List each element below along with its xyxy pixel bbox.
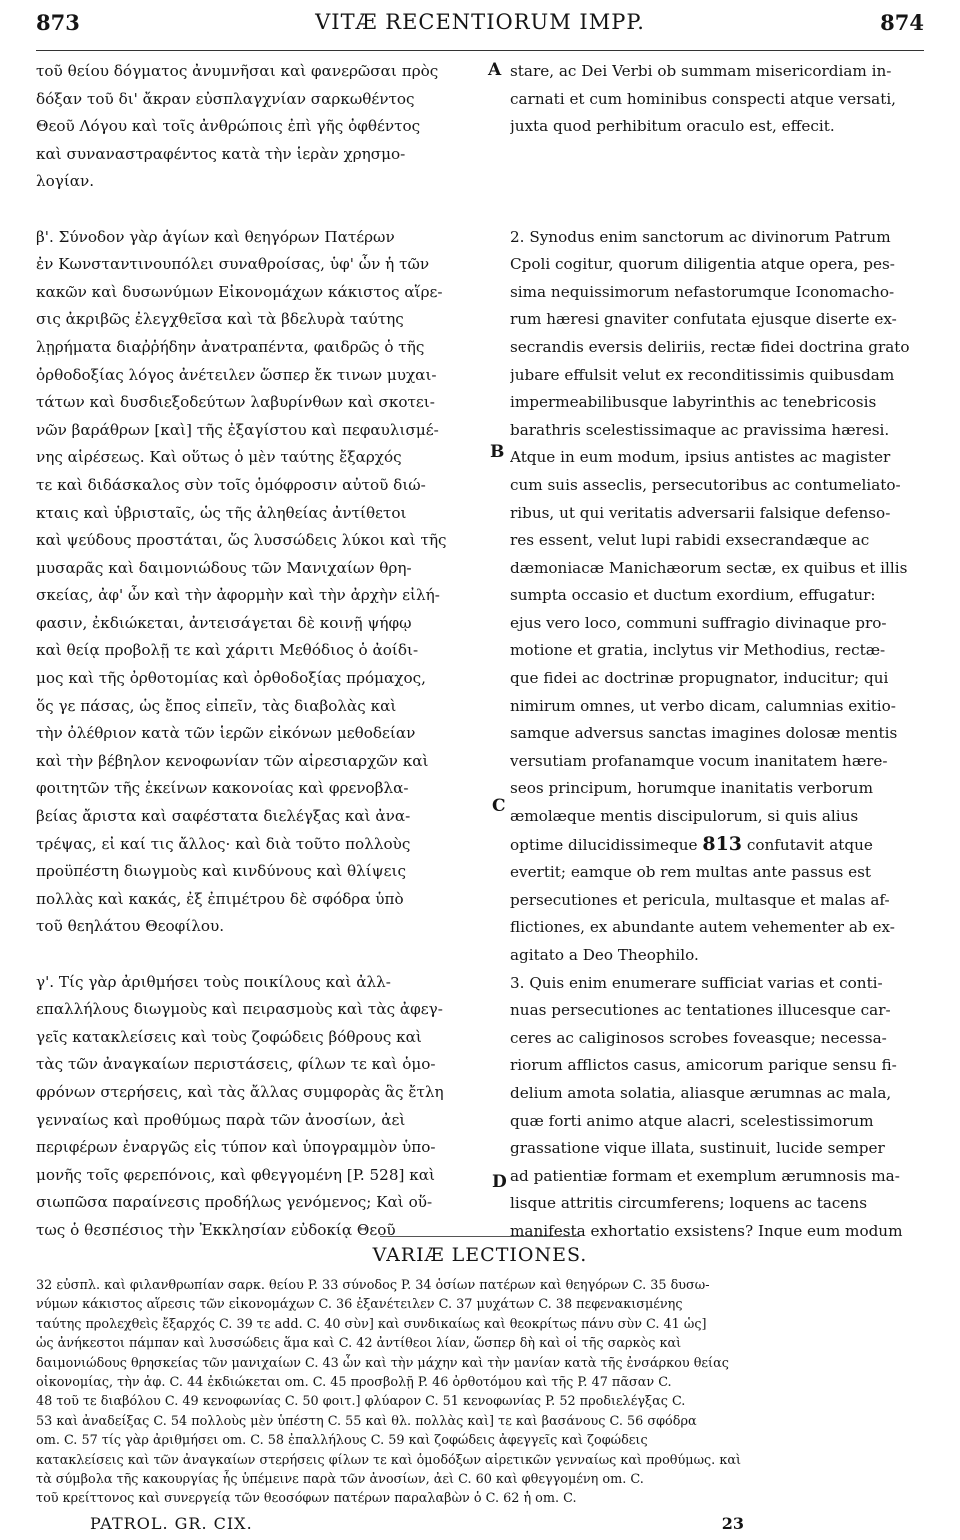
latin-text-line: que fidei ac doctrinæ propugnator, inducitur; qui bbox=[510, 669, 889, 688]
greek-text-line: κακῶν καὶ δυσωνύμων Εἰκονομάχων κάκιστος αἵρε- bbox=[36, 282, 443, 301]
greek-text-line: σιωπῶσα παραίνεσις προδήλως γενόμενος; Καὶ οὕ- bbox=[36, 1193, 433, 1212]
latin-text-line: agitato a Deo Theophilo. bbox=[510, 946, 699, 964]
latin-text-line: Cpoli cogitur, quorum diligentia atque opera, pes- bbox=[510, 255, 895, 274]
greek-text-line: καὶ θείᾳ προβολῇ τε καὶ χάριτι Μεθόδιος ὁ ἀοίδι- bbox=[36, 641, 419, 660]
greek-text-line: περιφέρων ἐναργῶς εἰς τύπον καὶ ὑπογραμμὸν ὑπο- bbox=[36, 1138, 436, 1157]
variant-line: ταύτης προλεχθεὶς ἔξαρχός C. 39 τε add. C. 40 σὺν] καὶ συνδικαίως καὶ θεοκρίτως πάνυ σὺν C. 41 ὡς] bbox=[36, 1316, 707, 1332]
latin-text-line bbox=[510, 141, 920, 169]
inline-page-number: 813 bbox=[702, 832, 743, 855]
greek-text-line: καὶ ψεύδους προστάται, ὥς λυσσώδεις λύκοι καὶ τῆς bbox=[36, 531, 447, 550]
latin-text-line: æmolæque mentis discipulorum, si quis alius bbox=[510, 807, 859, 826]
greek-text-line: καὶ τὴν βέβηλον κενοφωνίαν τῶν αἱρεσιαρχῶν καὶ bbox=[36, 751, 429, 770]
greek-text-line: λῃρήματα διαῤῥήδην ἀνατραπέντα, φαιδρῶς ὁ τῆς bbox=[36, 337, 425, 356]
variant-line: τοῦ κρείττονος καὶ συνεργείᾳ τῶν θεοσόφων πατέρων παραλαβὼν ὁ C. 62 ἡ om. C. bbox=[36, 1491, 577, 1507]
latin-text-line bbox=[510, 168, 920, 196]
footer-signature: PATROL. GR. CIX. bbox=[90, 1514, 253, 1533]
latin-text-line: flictiones, ex abundante autem vehementer ab ex- bbox=[510, 918, 895, 937]
margin-letter-d: D bbox=[492, 1172, 507, 1192]
greek-text-line: γενναίως καὶ προθύμως παρὰ τῶν ἀνοσίων, ἀεὶ bbox=[36, 1110, 406, 1129]
greek-text-line: τὴν ὀλέθριον κατὰ τῶν ἱερῶν εἰκόνων μεθοδείαν bbox=[36, 724, 416, 743]
latin-text-line: 2. Synodus enim sanctorum ac divinorum Patrum bbox=[510, 227, 891, 246]
latin-text-line: samque adversus sanctas imagines dolosæ mentis bbox=[510, 724, 898, 743]
greek-text-line: σκείας, ἀφ' ὧν καὶ τὴν ἀφορμὴν καὶ τὴν ἀρχὴν εἰλή- bbox=[36, 586, 440, 605]
latin-text-line: quæ forti animo atque alacri, scelestissimorum bbox=[510, 1111, 874, 1130]
greek-text-line: δόξαν τοῦ δι' ἄκραν εὐσπλαγχνίαν σαρκωθέντος bbox=[36, 89, 415, 108]
greek-text-line: ἐν Κωνσταντινουπόλει συναθροίσας, ὑφ' ὧν ἡ τῶν bbox=[36, 255, 430, 274]
latin-text-line: sumpta occasio et ductum exordium, effugatur: bbox=[510, 586, 876, 605]
latin-text-line: ejus vero loco, communi suffragio divinaque pro- bbox=[510, 613, 887, 632]
latin-text-line: ad patientiæ formam et exemplum ærumnosis ma- bbox=[510, 1166, 900, 1185]
latin-text-line: cum suis asseclis, persecutoribus ac contumeliato- bbox=[510, 475, 901, 494]
latin-text-line: motione et gratia, inclytus vir Methodius, rectæ- bbox=[510, 641, 886, 660]
latin-text-line: juxta quod perhibitum oraculo est, effecit. bbox=[510, 117, 835, 136]
latin-text-line: barathris scelestissimaque ac pravissima hæresi. bbox=[510, 420, 890, 439]
latin-text-line: dæmoniacæ Manichæorum sectæ, ex quibus et illis bbox=[510, 558, 908, 577]
greek-text-line bbox=[36, 196, 486, 224]
greek-text-line: φρόνων στερήσεις, καὶ τὰς ἄλλας συμφορὰς ἃς ἔτλη bbox=[36, 1082, 444, 1101]
latin-text-line: manifesta exhortatio exsistens? Inque eum modum bbox=[510, 1221, 903, 1238]
latin-text-line: optime dilucidissimeque 813 confutavit atque bbox=[510, 832, 873, 855]
footer-gathering: 23 bbox=[721, 1514, 744, 1533]
variants-title: VARIÆ LECTIONES. bbox=[372, 1244, 588, 1266]
greek-text-line: προϋπέστη διωγμοὺς καὶ κινδύνους καὶ θλίψεις bbox=[36, 862, 406, 881]
latin-text-line: nuas persecutiones ac tentationes illucesque car- bbox=[510, 1001, 891, 1020]
latin-text-line: jubare effulsit velut ex reconditissimis quibusdam bbox=[510, 365, 895, 384]
latin-text-line bbox=[510, 196, 920, 224]
greek-column bbox=[36, 58, 486, 1238]
greek-text-line: φοιτητῶν τῆς ἐκείνων κακονοίας καὶ φρενοβλα- bbox=[36, 779, 409, 798]
running-header bbox=[36, 10, 924, 50]
greek-text-line: μονῆς τοῖς φερεπόνοις, καὶ φθεγγομένη [P. 528] καὶ bbox=[36, 1165, 435, 1184]
latin-text-line: delium amota solatia, aliasque ærumnas ac mala, bbox=[510, 1083, 892, 1102]
greek-text-line: τε καὶ διδάσκαλος σὺν τοῖς ὁμόφροσιν αὐτοῦ διώ- bbox=[36, 475, 426, 494]
latin-text-line: secrandis eversis deliriis, rectæ fidei doctrina grato bbox=[510, 337, 910, 356]
latin-text-line: impermeabilibusque labyrinthis ac tenebricosis bbox=[510, 393, 877, 412]
greek-text-line: πολλὰς καὶ κακάς, ἐξ ἐπιμέτρου δὲ σφόδρα ὑπὸ bbox=[36, 889, 404, 908]
latin-text-line: carnati et cum hominibus conspecti atque versati, bbox=[510, 89, 896, 108]
latin-text-line: evertit; eamque ob rem multas ante passus est bbox=[510, 863, 871, 882]
page-footer bbox=[36, 1514, 924, 1536]
latin-text-line: 3. Quis enim enumerare sufficiat varias et conti- bbox=[510, 973, 883, 992]
latin-text-line: grassatione vique illata, sustinuit, lucide semper bbox=[510, 1139, 885, 1158]
greek-text-line: κταις καὶ ὑβρισταῖς, ὡς τῆς ἀληθείας ἀντίθετοι bbox=[36, 503, 407, 522]
latin-text-line: Atque in eum modum, ipsius antistes ac magister bbox=[510, 448, 891, 467]
greek-text-line: Θεοῦ Λόγου καὶ τοῖς ἀνθρώποις ἐπὶ γῆς ὀφθέντος bbox=[36, 117, 421, 136]
running-title: VITÆ RECENTIORUM IMPP. bbox=[315, 10, 645, 34]
latin-text-line: sima nequissimorum nefastorumque Iconomacho- bbox=[510, 282, 895, 301]
greek-text-line: ὀρθοδοξίας λόγος ἀνέτειλεν ὥσπερ ἔκ τινων μυχαι- bbox=[36, 365, 437, 384]
variant-line: οἰκονομίας, τὴν ἀφ. C. 44 ἐκδιώκεται om. C. 45 προσβολῇ P. 46 ὀρθοτόμου καὶ τῆς P. 47 πᾶσαν C. bbox=[36, 1375, 672, 1391]
margin-letter-a: A bbox=[488, 60, 502, 80]
greek-text-line: γ'. Τίς γὰρ ἀριθμήσει τοὺς ποικίλους καὶ ἀλλ- bbox=[36, 972, 391, 991]
greek-text-line: τρέψας, εἰ καί τις ἄλλος· καὶ διὰ τοῦτο πολλοὺς bbox=[36, 834, 411, 853]
variant-line: 32 εὐσπλ. καὶ φιλανθρωπίαν σαρκ. θείου P. 33 σύνοδος P. 34 ὁσίων πατέρων καὶ θεηγόρων C. 35 δυσω- bbox=[36, 1278, 710, 1293]
greek-text-line: μος καὶ τῆς ὀρθοτομίας καὶ ὀρθοδοξίας πρόμαχος, bbox=[36, 669, 426, 688]
latin-text-line: rum hæresi gnaviter confutata ejusque diserte ex- bbox=[510, 310, 897, 329]
margin-letter-c: C bbox=[492, 796, 506, 816]
greek-text-line: τὰς τῶν ἀναγκαίων περιστάσεις, φίλων τε καὶ ὁμο- bbox=[36, 1055, 436, 1074]
variants-rule bbox=[380, 1236, 580, 1237]
latin-text-line: nimirum omnes, ut verbo dicam, calumnias exitio- bbox=[510, 696, 896, 715]
greek-text-line: καὶ συναναστραφέντος κατὰ τὴν ἱερὰν χρησμο- bbox=[36, 144, 406, 163]
greek-text-line: μυσαρᾶς καὶ δαιμονιώδους τῶν Μανιχαίων θρη- bbox=[36, 558, 412, 577]
greek-text-line: επαλλήλους διωγμοὺς καὶ πειρασμοὺς καὶ τὰς ἀφεγ- bbox=[36, 1000, 443, 1019]
greek-text-line: γεῖς κατακλείσεις καὶ τοὺς ζοφώδεις βόθρους καὶ bbox=[36, 1027, 422, 1046]
column-number-left: 873 bbox=[36, 10, 80, 35]
variant-line: δαιμονιώδους θρησκείας τῶν μανιχαίων C. 43 ὧν καὶ τὴν μάχην καὶ τὴν μανίαν κατὰ τῆς ἐνσάρκου θείας bbox=[36, 1355, 729, 1371]
greek-text-line: τοῦ θείου δόγματος ἀνυμνῆσαι καὶ φανερῶσαι πρὸς bbox=[36, 62, 439, 80]
greek-text-line: λογίαν. bbox=[36, 172, 95, 191]
variant-readings bbox=[36, 1276, 926, 1512]
greek-text-line: βείας ἄριστα καὶ σαφέστατα διελέγξας καὶ ἀνα- bbox=[36, 807, 411, 826]
latin-text-line: lisque attritis circumferens; loquens ac tacens bbox=[510, 1194, 867, 1213]
column-number-right: 874 bbox=[880, 10, 924, 35]
variant-line: κατακλείσεις καὶ τῶν ἀναγκαίων στερήσεις φίλων τε καὶ ὁμοδόξων αἱρετικῶν γενναίως καὶ προθύμως. καὶ bbox=[36, 1452, 741, 1468]
latin-column bbox=[510, 58, 920, 1238]
greek-text-line: νης αἱρέσεως. Καὶ οὕτως ὁ μὲν ταύτης ἔξαρχός bbox=[36, 448, 402, 467]
variant-line: om. C. 57 τίς γὰρ ἀριθμήσει om. C. 58 ἐπαλλήλους C. 59 καὶ ζοφώδεις ἀφεγγεῖς καὶ ζοφώδεις bbox=[36, 1433, 648, 1449]
latin-text-line: ceres ac caliginosos scrobes foveasque; necessa- bbox=[510, 1028, 887, 1047]
latin-text-line: ribus, ut qui veritatis adversarii falsique defenso- bbox=[510, 503, 891, 522]
greek-text-line: β'. Σύνοδον γὰρ ἁγίων καὶ θεηγόρων Πατέρων bbox=[36, 227, 395, 246]
greek-text-line: τως ὁ θεσπέσιος τὴν Ἐκκλησίαν εὐδοκίᾳ Θεοῦ bbox=[36, 1220, 396, 1238]
latin-text-line: persecutiones et pericula, multasque et malas af- bbox=[510, 890, 890, 909]
greek-text-line: τοῦ θεηλάτου Θεοφίλου. bbox=[36, 917, 225, 936]
greek-text-line: φασιν, ἐκδιώκεται, ἀντεισάγεται δὲ κοινῇ ψήφῳ bbox=[36, 613, 412, 632]
greek-text-line: σις ἀκριβῶς ἐλεγχθεῖσα καὶ τὰ βδελυρὰ ταύτης bbox=[36, 310, 404, 329]
latin-text-line: riorum afflictos casus, amicorum parique sensu fi- bbox=[510, 1056, 897, 1075]
variant-line: τὰ σύμβολα τῆς κακουργίας ἧς ὑπέμεινε παρὰ τῶν ἀνοσίων, ἀεὶ C. 60 καὶ φθεγγομένη om. C. bbox=[36, 1472, 644, 1488]
greek-text-line bbox=[36, 941, 486, 969]
latin-text-line: res essent, velut lupi rabidi exsecrandæque ac bbox=[510, 531, 870, 550]
greek-text-line: τάτων καὶ δυσδιεξοδεύτων λαβυρίνθων καὶ σκοτει- bbox=[36, 393, 435, 412]
latin-text-line: stare, ac Dei Verbi ob summam misericordiam in- bbox=[510, 62, 892, 80]
variant-line: ὡς ἀνήκεστοι πάμπαν καὶ λυσσώδεις ἅμα καὶ C. 42 ἀντίθεοι λίαν, ὥσπερ δὴ καὶ οἱ τῆς σαρκὸς καὶ bbox=[36, 1336, 682, 1352]
margin-letter-b: B bbox=[490, 442, 505, 462]
variant-line: 48 τοῦ τε διαβόλου C. 49 κενοφωνίας C. 50 φοιτ.] φλύαρον C. 51 κενοφωνίας P. 52 προδιελέγξας C. bbox=[36, 1394, 686, 1410]
greek-text-line: νῶν βαράθρων [καὶ] τῆς ἐξαγίστου καὶ πεφαυλισμέ- bbox=[36, 420, 439, 439]
variant-line: νύμων κάκιστος αἵρεσις τῶν εἰκονομάχων C. 36 ἐξανέτειλεν C. 37 μυχάτων C. 38 πεφενακισμένης bbox=[36, 1297, 683, 1313]
latin-text-line: seos principum, horumque inanitatis verborum bbox=[510, 779, 873, 798]
variant-line: 53 καὶ ἀναδείξας C. 54 πολλοὺς μὲν ὑπέστη C. 55 καὶ θλ. πολλὰς καὶ] τε καὶ βασάνους C. 56 σφόδρα bbox=[36, 1413, 697, 1429]
header-rule bbox=[36, 50, 924, 51]
greek-text-line: ὅς γε πάσας, ὡς ἔπος εἰπεῖν, τὰς διαβολὰς καὶ bbox=[36, 696, 397, 715]
latin-text-line: versutiam profanamque vocum inanitatem hære- bbox=[510, 751, 888, 770]
